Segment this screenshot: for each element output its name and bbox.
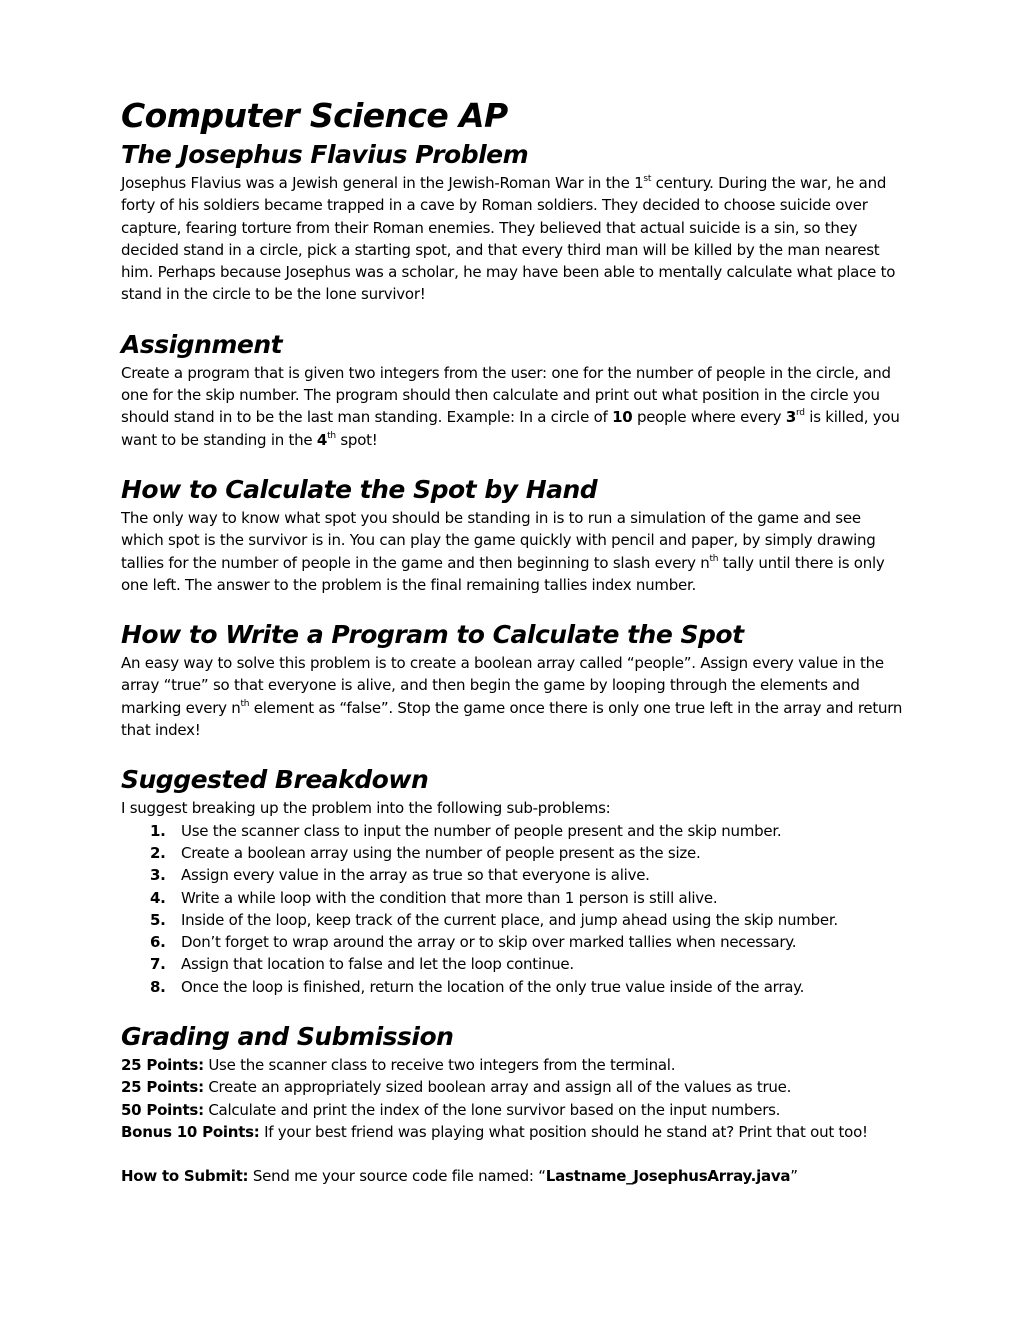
list-item: 5. Inside of the loop, keep track of the current place, and jump ahead using the skip number. <box>150 910 838 929</box>
by-hand-paragraph: The only way to know what spot you should be standing in is to run a simulation of the game and see which spot is the survivor is in. You can play the game quickly with pencil and paper, by simply drawing tallies for the number of people in the game and then beginning to slash every $n^{th}$ tally until there is only one left. The answer to the problem is the final remaining tallies index number. <box>121 508 885 594</box>
list-item: 3. Assign every value in the array as true so that everyone is alive. <box>150 866 650 885</box>
grading-row: 25 Points: Create an appropriately sized boolean array and assign all of the values as true. <box>121 1078 792 1097</box>
intro-paragraph: Josephus Flavius was a Jewish general in the Jewish-Roman War in the 1st century. During the war, he and forty of his soldiers became trapped in a cave by Roman soldiers. They decided to choose suicide over capture, fearing torture from their Roman enemies. They believed that actual suicide is a sin, so they decided stand in a circle, pick a starting spot, and that every third man will be killed by the man nearest him. Perhaps because Josephus was a scholar, he may have been able to mentally calculate what place to stand in the circle to be the lone survivor! <box>121 174 896 304</box>
assignment-heading: Assignment <box>121 329 283 359</box>
list-item: 6. Don’t forget to wrap around the array or to skip over marked tallies when necessary. <box>150 933 797 952</box>
program-heading: How to Write a Program to Calculate the Spot <box>121 620 744 650</box>
spacer <box>121 1143 906 1165</box>
grading-row-bonus: Bonus 10 Points: If your best friend was playing what position should he stand at? Print that out too! <box>121 1122 868 1141</box>
page-title: Computer Science AP <box>121 96 508 135</box>
document-body <box>121 94 906 1188</box>
list-item: 2. Create a boolean array using the number of people present as the size. <box>150 843 701 862</box>
breakdown-intro: I suggest breaking up the problem into the following sub-problems: <box>121 799 611 818</box>
problem-title: The Josephus Flavius Problem <box>121 140 529 169</box>
breakdown-heading: Suggested Breakdown <box>121 765 429 795</box>
program-paragraph: An easy way to solve this problem is to create a boolean array called “people”. Assign every value in the array “true” so that everyone is alive, and then begin the game by looping through the elements and marking every $n^{th}$ element as “false”. Stop the game once there is only one true left in the array and return that index! <box>121 654 903 740</box>
grading-row: 50 Points: Calculate and print the index of the lone survivor based on the input numbers. <box>121 1100 781 1119</box>
submission-instructions: How to Submit: Send me your source code file named: “Lastname_JosephusArray.java” <box>121 1167 798 1186</box>
list-item: 8. Once the loop is finished, return the location of the only true value inside of the array. <box>150 977 805 996</box>
list-item: 1. Use the scanner class to input the number of people present and the skip number. <box>150 821 782 840</box>
by-hand-heading: How to Calculate the Spot by Hand <box>121 474 598 504</box>
grading-heading: Grading and Submission <box>121 1022 454 1052</box>
assignment-paragraph: Create a program that is given two integers from the user: one for the number of people in the circle, and one for the skip number. The program should then calculate and print out what position in the circle you should stand in to be the last man standing. Example: In a circle of 10 people where every 3rd is killed, you want to be standing in the 4th spot! <box>121 363 900 449</box>
grading-row: 25 Points: Use the scanner class to receive two integers from the terminal. <box>121 1056 676 1075</box>
list-item: 4. Write a while loop with the condition that more than 1 person is still alive. <box>150 888 718 907</box>
list-item: 7. Assign that location to false and let the loop continue. <box>150 955 574 974</box>
breakdown-list <box>121 820 906 998</box>
